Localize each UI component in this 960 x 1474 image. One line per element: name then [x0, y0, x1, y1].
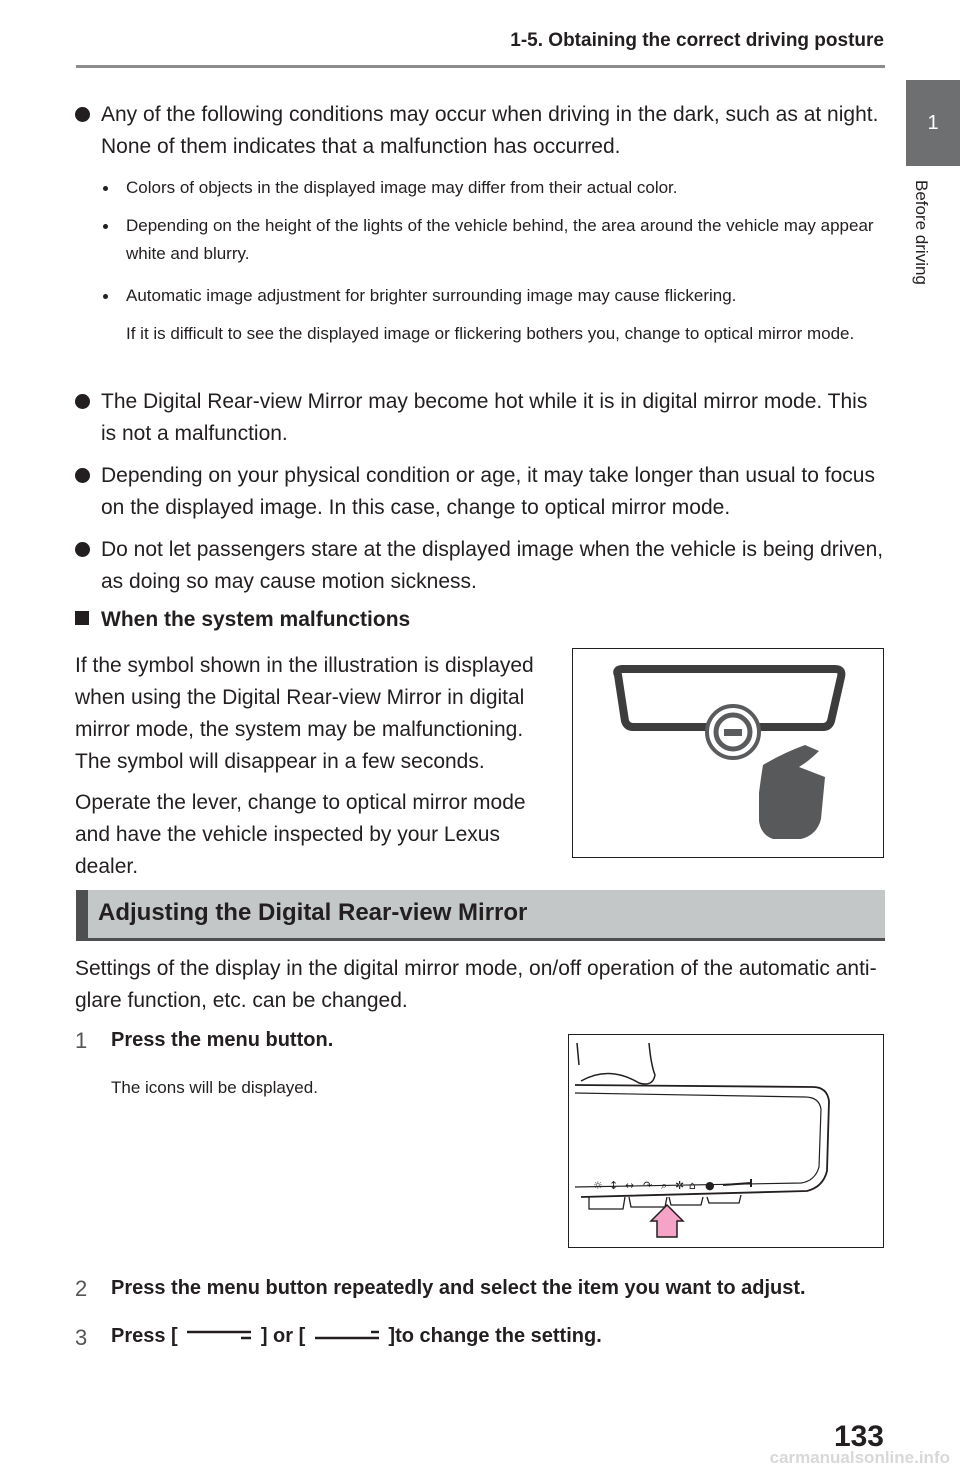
- step-1-number: 1: [75, 1028, 88, 1053]
- mirror-menu-figure: [569, 1035, 883, 1247]
- horizontal-adjust-icon: ↔: [625, 1179, 635, 1192]
- button-right-2: [707, 1195, 741, 1203]
- mirror-mount: [581, 1043, 655, 1084]
- sub-bullet-item: [103, 212, 883, 268]
- mirror-warning-figure: [573, 649, 883, 857]
- section-accent: [76, 890, 88, 938]
- header-divider: [76, 65, 885, 68]
- mirror-stem-left: [577, 1043, 579, 1065]
- step-3-text-a: Press [: [111, 1325, 178, 1347]
- step-1-note: The icons will be displayed.: [111, 1078, 318, 1097]
- bullet-text: Any of the following conditions may occur when driving in the dark, such as at night. None of them indicates that a malfunction has occurred.: [101, 103, 879, 158]
- mirror-body-inner: [575, 1093, 821, 1187]
- sub-bullet-text: Colors of objects in the displayed image may differ from their actual color.: [126, 178, 678, 197]
- chapter-tab[interactable]: [906, 80, 960, 166]
- malfunction-paragraph: If the symbol shown in the illustration is displayed when using the Digital Rear-view Mirror in digital mirror mode, the system may be malfunctioning. The symbol will disappear in a few seconds.: [75, 654, 534, 773]
- vertical-adjust-icon: ↕: [609, 1179, 619, 1192]
- button-left: [589, 1197, 625, 1209]
- malfunction-heading: [75, 608, 410, 632]
- bullet-icon: [75, 394, 90, 409]
- zoom-icon: ⌕: [661, 1179, 668, 1192]
- step-2-number: 2: [75, 1276, 88, 1301]
- brightness-icon: ☼: [593, 1179, 603, 1192]
- bullet-item: [75, 386, 885, 450]
- malfunction-paragraph-2: Operate the lever, change to optical mirror mode and have the vehicle inspected by your Lexus dealer.: [75, 791, 526, 878]
- anti-glare-icon: ✲: [675, 1179, 685, 1192]
- sub-bullet-icon: [103, 186, 108, 191]
- sub-bullet-item: [103, 282, 883, 310]
- chapter-label: Before driving: [912, 180, 931, 285]
- section-intro: Settings of the display in the digital mirror mode, on/off operation of the automatic anti-glare function, etc. can be changed.: [75, 957, 877, 1012]
- step-2-text: Press the menu button repeatedly and select the item you want to adjust.: [111, 1277, 806, 1299]
- sub-bullet-item: [103, 174, 883, 202]
- bullet-item: [75, 460, 885, 524]
- bullet-icon: [75, 107, 90, 122]
- pointing-hand-icon: [759, 745, 825, 839]
- warning-symbol-center: [724, 729, 742, 736]
- mirror-malfunction-illustration: [572, 648, 884, 858]
- menu-button: [629, 1197, 667, 1207]
- pointer-arrow-icon: [651, 1205, 683, 1237]
- sub-bullet-icon: [103, 224, 108, 229]
- step-1-text: Press the menu button.: [111, 1029, 334, 1051]
- step-3-text: [111, 1325, 602, 1348]
- page-number: 133: [833, 1420, 884, 1453]
- step-3-text-c: ]to change the setting.: [388, 1325, 602, 1347]
- bullet-text: The Digital Rear-view Mirror may become hot while it is in digital mirror mode. This is not a malfunction.: [101, 390, 868, 445]
- left-lever-icon: [183, 1326, 255, 1348]
- bullet-item: [75, 99, 885, 163]
- section-title: Adjusting the Digital Rear-view Mirror: [98, 899, 528, 926]
- bullet-item: [75, 534, 885, 598]
- chapter-number: 1: [927, 112, 939, 134]
- sub-bullet-text: Automatic image adjustment for brighter surrounding image may cause flickering.: [126, 286, 737, 305]
- sub-note: If it is difficult to see the displayed image or flickering bothers you, change to optical mirror mode.: [126, 324, 855, 343]
- tilt-icon: ↷: [643, 1179, 653, 1192]
- home-icon: ⌂: [689, 1179, 696, 1192]
- menu-button-illustration: [568, 1034, 884, 1248]
- setting-icon: ●: [705, 1179, 715, 1192]
- header-title: 1-5. Obtaining the correct driving posture: [510, 30, 884, 51]
- button-right-1: [669, 1197, 703, 1205]
- bullet-icon: [75, 468, 90, 483]
- bullet-icon: [75, 542, 90, 557]
- section-header: [76, 890, 885, 941]
- sub-bullet-icon: [103, 294, 108, 299]
- step-3-text-b: ] or [: [260, 1325, 306, 1347]
- bullet-text: Do not let passengers stare at the displayed image when the vehicle is being driven, as doing so may cause motion sickness.: [101, 538, 884, 593]
- square-bullet-icon: [75, 611, 89, 625]
- step-3-number: 3: [75, 1325, 88, 1350]
- malfunction-heading-text: When the system malfunctions: [101, 608, 411, 631]
- menu-bar-line: [723, 1183, 751, 1185]
- watermark: carmanualsonline.info: [769, 1448, 950, 1467]
- sub-bullet-text: Depending on the height of the lights of the vehicle behind, the area around the vehicle may appear white and blurry.: [126, 216, 874, 263]
- right-lever-icon: [311, 1326, 383, 1348]
- bullet-text: Depending on your physical condition or age, it may take longer than usual to focus on the displayed image. In this case, change to optical mirror mode.: [101, 464, 875, 519]
